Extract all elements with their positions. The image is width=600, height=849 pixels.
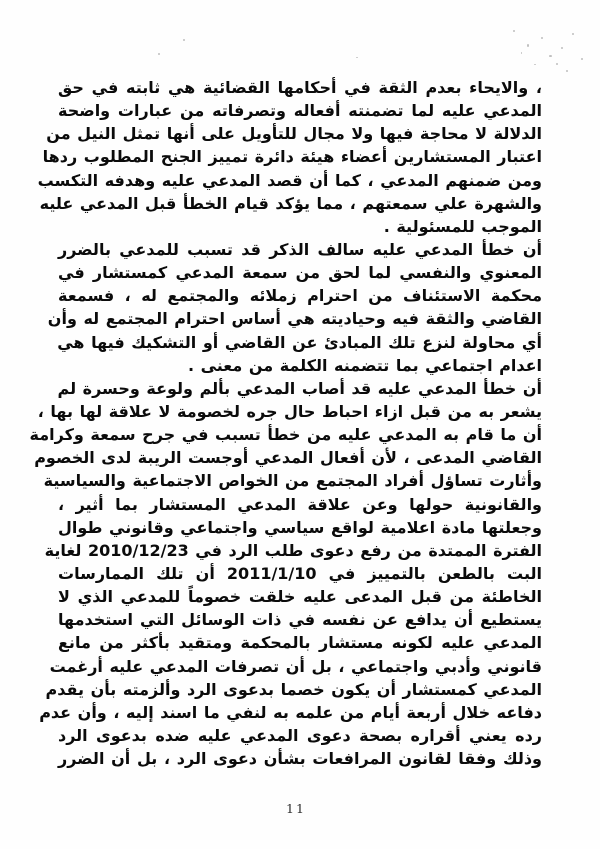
- scan-noise-speck: [549, 55, 552, 57]
- text-line: المدعي كمستشار أن يكون خصما بدعوى الرد وألزمته بأن يقدم: [45, 679, 542, 699]
- text-line: أي محاولة لنزع تلك المبادئ عن القاضي أو التشكيك فيها هي: [57, 332, 542, 352]
- text-line: اعتبار المستشارين أعضاء هيئة دائرة تمييز الجنح المطلوب ردها: [42, 147, 542, 167]
- text-line: أن خطأ المدعي عليه قد أصاب المدعي بألم ولوعة وحسرة لم: [57, 378, 542, 398]
- text-line: محكمة الاستئناف من احترام زملائه والمجتمع له ، فسمعة: [58, 286, 542, 306]
- text-line: والقانونية حولها وعن علاقة المدعي المستشار بما أثير ،: [58, 494, 542, 514]
- text-line: وذلك وفقا لقانون المرافعات بشأن دعوى الرد ، بل أن الضرر: [58, 749, 542, 769]
- scan-noise-speck: [566, 70, 568, 72]
- text-line: القاضي والثقة فيه وحياديته هي أساس احترام المجتمع له وأن: [47, 309, 542, 329]
- text-line: وأثارت تساؤل أفراد المجتمع من الخواص الاجتماعية والسياسية: [43, 471, 542, 491]
- scan-noise-speck: [183, 39, 185, 41]
- text-line: القاضي المدعى ، لأن أفعال المدعي أوجست الريبة لدى الخصوم: [34, 448, 542, 468]
- page-number: 11: [286, 801, 306, 816]
- text-line: قانوني وأدبي واجتماعي ، بل أن تصرفات المدعي عليه أرغمت: [49, 656, 542, 676]
- text-line: يشعر به من قبل ازاء احباط حال جره لخصومة لا علاقة لها بها ،: [37, 401, 542, 421]
- text-line: رده يعني أقراره بصحة دعوى المدعي عليه ضده بدعوى الرد: [58, 725, 542, 745]
- scan-noise-speck: [356, 57, 358, 58]
- text-line: أن خطأ المدعي عليه سالف الذكر قد تسبب للمدعي بالضرر: [58, 239, 542, 259]
- text-line: والشهرة علي سمعتهم ، مما يؤكد قيام الخطأ قبل المدعي عليه: [39, 193, 542, 213]
- text-line: أن ما قام به المدعي عليه من خطأ تسبب في جرح سمعة وكرامة: [29, 425, 542, 445]
- text-line: يستطيع أن يدافع عن نفسه في ذات الوسائل التي استخدمها: [58, 610, 542, 630]
- text-line: الخاطئة من قبل المدعى عليه خلقت خصوماً للمدعي الذي لا: [58, 587, 542, 607]
- scan-noise-speck: [534, 64, 536, 65]
- text-line: ، والايحاء بعدم الثقة في أحكامها القضائية هي ثابته في حق: [58, 78, 542, 97]
- text-line: وجعلتها مادة اعلامية لواقع سياسي واجتماعي وقانوني طوال: [57, 517, 542, 537]
- scan-noise-speck: [572, 33, 574, 35]
- text-line: الموجب للمسئولية .: [383, 216, 542, 236]
- body-text: [29, 76, 542, 770]
- scan-noise-speck: [513, 30, 515, 32]
- scan-noise-speck: [556, 63, 558, 65]
- text-line: الفترة الممتدة من رفع دعوى طلب الرد في 2010/12/23 لغاية: [44, 540, 542, 560]
- text-line: المعنوي والنفسي لما لحق من سمعة المدعي كمستشار في: [58, 263, 542, 283]
- text-line: اعدام اجتماعي بما تتضمنه الكلمة من معنى .: [187, 355, 542, 375]
- scan-noise-speck: [521, 52, 522, 54]
- scan-noise-speck: [158, 53, 160, 55]
- scan-noise-speck: [561, 47, 563, 49]
- text-line: دفاعه خلال أربعة أيام من علمه به لنفي ما اسند إليه ، وأن عدم: [39, 702, 542, 722]
- scan-noise-speck: [581, 58, 583, 60]
- text-line: المدعي عليه لما تضمنته أفعاله وتصرفاته من عبارات واضحة: [58, 101, 542, 121]
- text-line: الدلالة لا محاجة فيها ولا مجال للتأويل على أنها تمثل النيل من: [46, 124, 542, 144]
- scan-noise-speck: [527, 44, 529, 47]
- scan-noise-speck: [541, 37, 543, 39]
- text-line: ومن ضمنهم المدعي ، كما أن قصد المدعي عليه وهدفه التكسب: [37, 170, 542, 190]
- text-line: البت بالطعن بالتمييز في 2011/1/10 أن تلك الممارسات: [58, 563, 542, 583]
- text-line: المدعي عليه لكونه مستشار بالمحكمة ومتقيد بأكثر من مانع: [58, 633, 542, 653]
